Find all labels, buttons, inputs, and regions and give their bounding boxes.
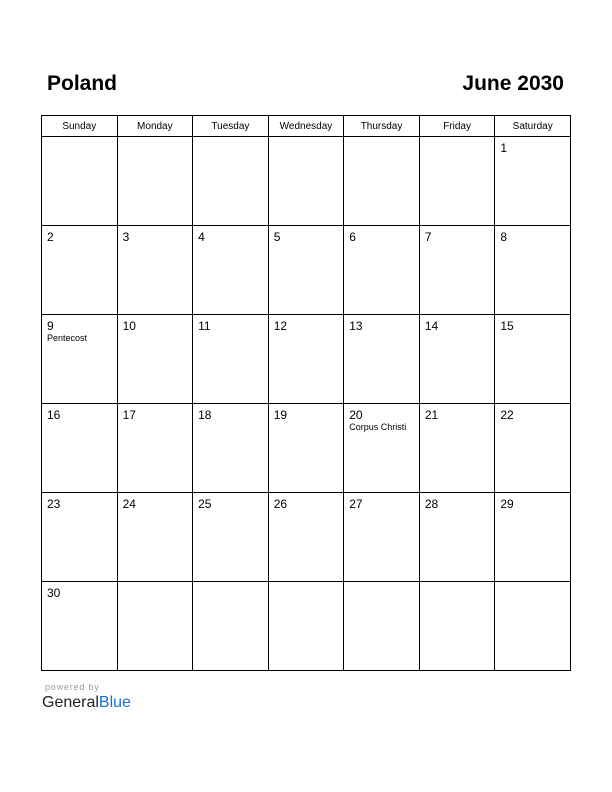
day-number: 24 (122, 497, 136, 511)
day-cell (419, 493, 495, 582)
day-cell (344, 226, 420, 315)
day-number: 21 (424, 408, 439, 422)
day-number: 9 (47, 319, 54, 333)
country-title: Poland (47, 72, 118, 95)
day-cell (117, 315, 193, 404)
day-cell (419, 404, 495, 493)
day-cell (344, 404, 420, 493)
weekday-header-row (42, 116, 571, 137)
day-cell (495, 404, 571, 493)
holiday-label: Pentecost (47, 333, 88, 343)
day-number (118, 137, 193, 141)
day-number: 27 (349, 497, 363, 511)
day-cell (495, 137, 571, 226)
day-number: 7 (424, 230, 432, 244)
day-number: 3 (122, 230, 130, 244)
day-number: 6 (349, 230, 356, 244)
day-number: 19 (273, 408, 288, 422)
day-number: 5 (273, 230, 281, 244)
day-cell (117, 493, 193, 582)
day-number (193, 137, 268, 141)
day-number (269, 137, 344, 141)
week-row (42, 404, 571, 493)
day-cell (344, 582, 420, 671)
day-cell (495, 315, 571, 404)
day-cell (193, 315, 269, 404)
day-number: 29 (500, 497, 514, 511)
day-number: 8 (500, 230, 508, 244)
day-cell (268, 582, 344, 671)
day-cell (193, 582, 269, 671)
day-number: 17 (122, 408, 136, 422)
day-number: 20 (349, 408, 363, 422)
day-number: 25 (198, 497, 212, 511)
week-row (42, 315, 571, 404)
brand-general-text: General (42, 694, 99, 711)
day-number (420, 137, 495, 141)
day-cell (42, 226, 118, 315)
day-number: 26 (273, 497, 288, 511)
day-cell (42, 493, 118, 582)
day-cell (495, 493, 571, 582)
day-cell (42, 582, 118, 671)
day-number: 23 (47, 497, 61, 511)
weekday-saturday: Saturday (495, 116, 571, 137)
day-number: 12 (273, 319, 288, 333)
day-cell (419, 226, 495, 315)
day-number: 28 (424, 497, 439, 511)
week-row (42, 493, 571, 582)
day-number (118, 582, 193, 586)
day-number (42, 137, 117, 141)
weekday-sunday: Sunday (42, 116, 118, 137)
brand-logo (42, 693, 131, 713)
day-cell (268, 137, 344, 226)
day-number: 2 (47, 230, 54, 244)
day-cell (193, 137, 269, 226)
day-number (193, 582, 268, 586)
month-title: June 2030 (462, 72, 564, 95)
weekday-friday: Friday (419, 116, 495, 137)
calendar-grid (41, 115, 571, 671)
week-row (42, 137, 571, 226)
day-cell (495, 582, 571, 671)
day-number: 11 (198, 319, 211, 333)
day-cell (268, 404, 344, 493)
day-number: 18 (198, 408, 212, 422)
day-cell (495, 226, 571, 315)
powered-by-text: powered by (45, 682, 100, 692)
weekday-wednesday: Wednesday (268, 116, 344, 137)
weekday-thursday: Thursday (344, 116, 420, 137)
day-number: 14 (424, 319, 439, 333)
day-number: 16 (47, 408, 61, 422)
day-number (344, 582, 419, 586)
day-cell (193, 404, 269, 493)
day-number: 1 (500, 141, 508, 155)
day-number: 15 (500, 319, 514, 333)
week-row (42, 582, 571, 671)
weekday-tuesday: Tuesday (193, 116, 269, 137)
weekday-monday: Monday (117, 116, 193, 137)
day-cell (42, 315, 118, 404)
holiday-label: Corpus Christi (349, 422, 407, 432)
day-cell (268, 315, 344, 404)
day-number: 10 (122, 319, 136, 333)
day-cell (193, 493, 269, 582)
day-cell (344, 137, 420, 226)
day-cell (42, 404, 118, 493)
day-number: 13 (349, 319, 363, 333)
day-cell (268, 493, 344, 582)
day-number: 4 (198, 230, 205, 244)
week-row (42, 226, 571, 315)
day-number: 30 (47, 586, 61, 600)
day-cell (117, 582, 193, 671)
day-number (495, 582, 570, 586)
day-cell (419, 582, 495, 671)
day-cell (42, 137, 118, 226)
brand-blue-text: Blue (98, 694, 131, 711)
day-cell (117, 137, 193, 226)
day-cell (268, 226, 344, 315)
day-number: 22 (500, 408, 514, 422)
day-number (420, 582, 495, 586)
day-number (344, 137, 419, 141)
day-number (269, 582, 344, 586)
day-cell (419, 315, 495, 404)
day-cell (117, 404, 193, 493)
day-cell (344, 315, 420, 404)
day-cell (419, 137, 495, 226)
day-cell (193, 226, 269, 315)
day-cell (344, 493, 420, 582)
day-cell (117, 226, 193, 315)
calendar-body (42, 137, 571, 671)
footer (42, 682, 131, 713)
